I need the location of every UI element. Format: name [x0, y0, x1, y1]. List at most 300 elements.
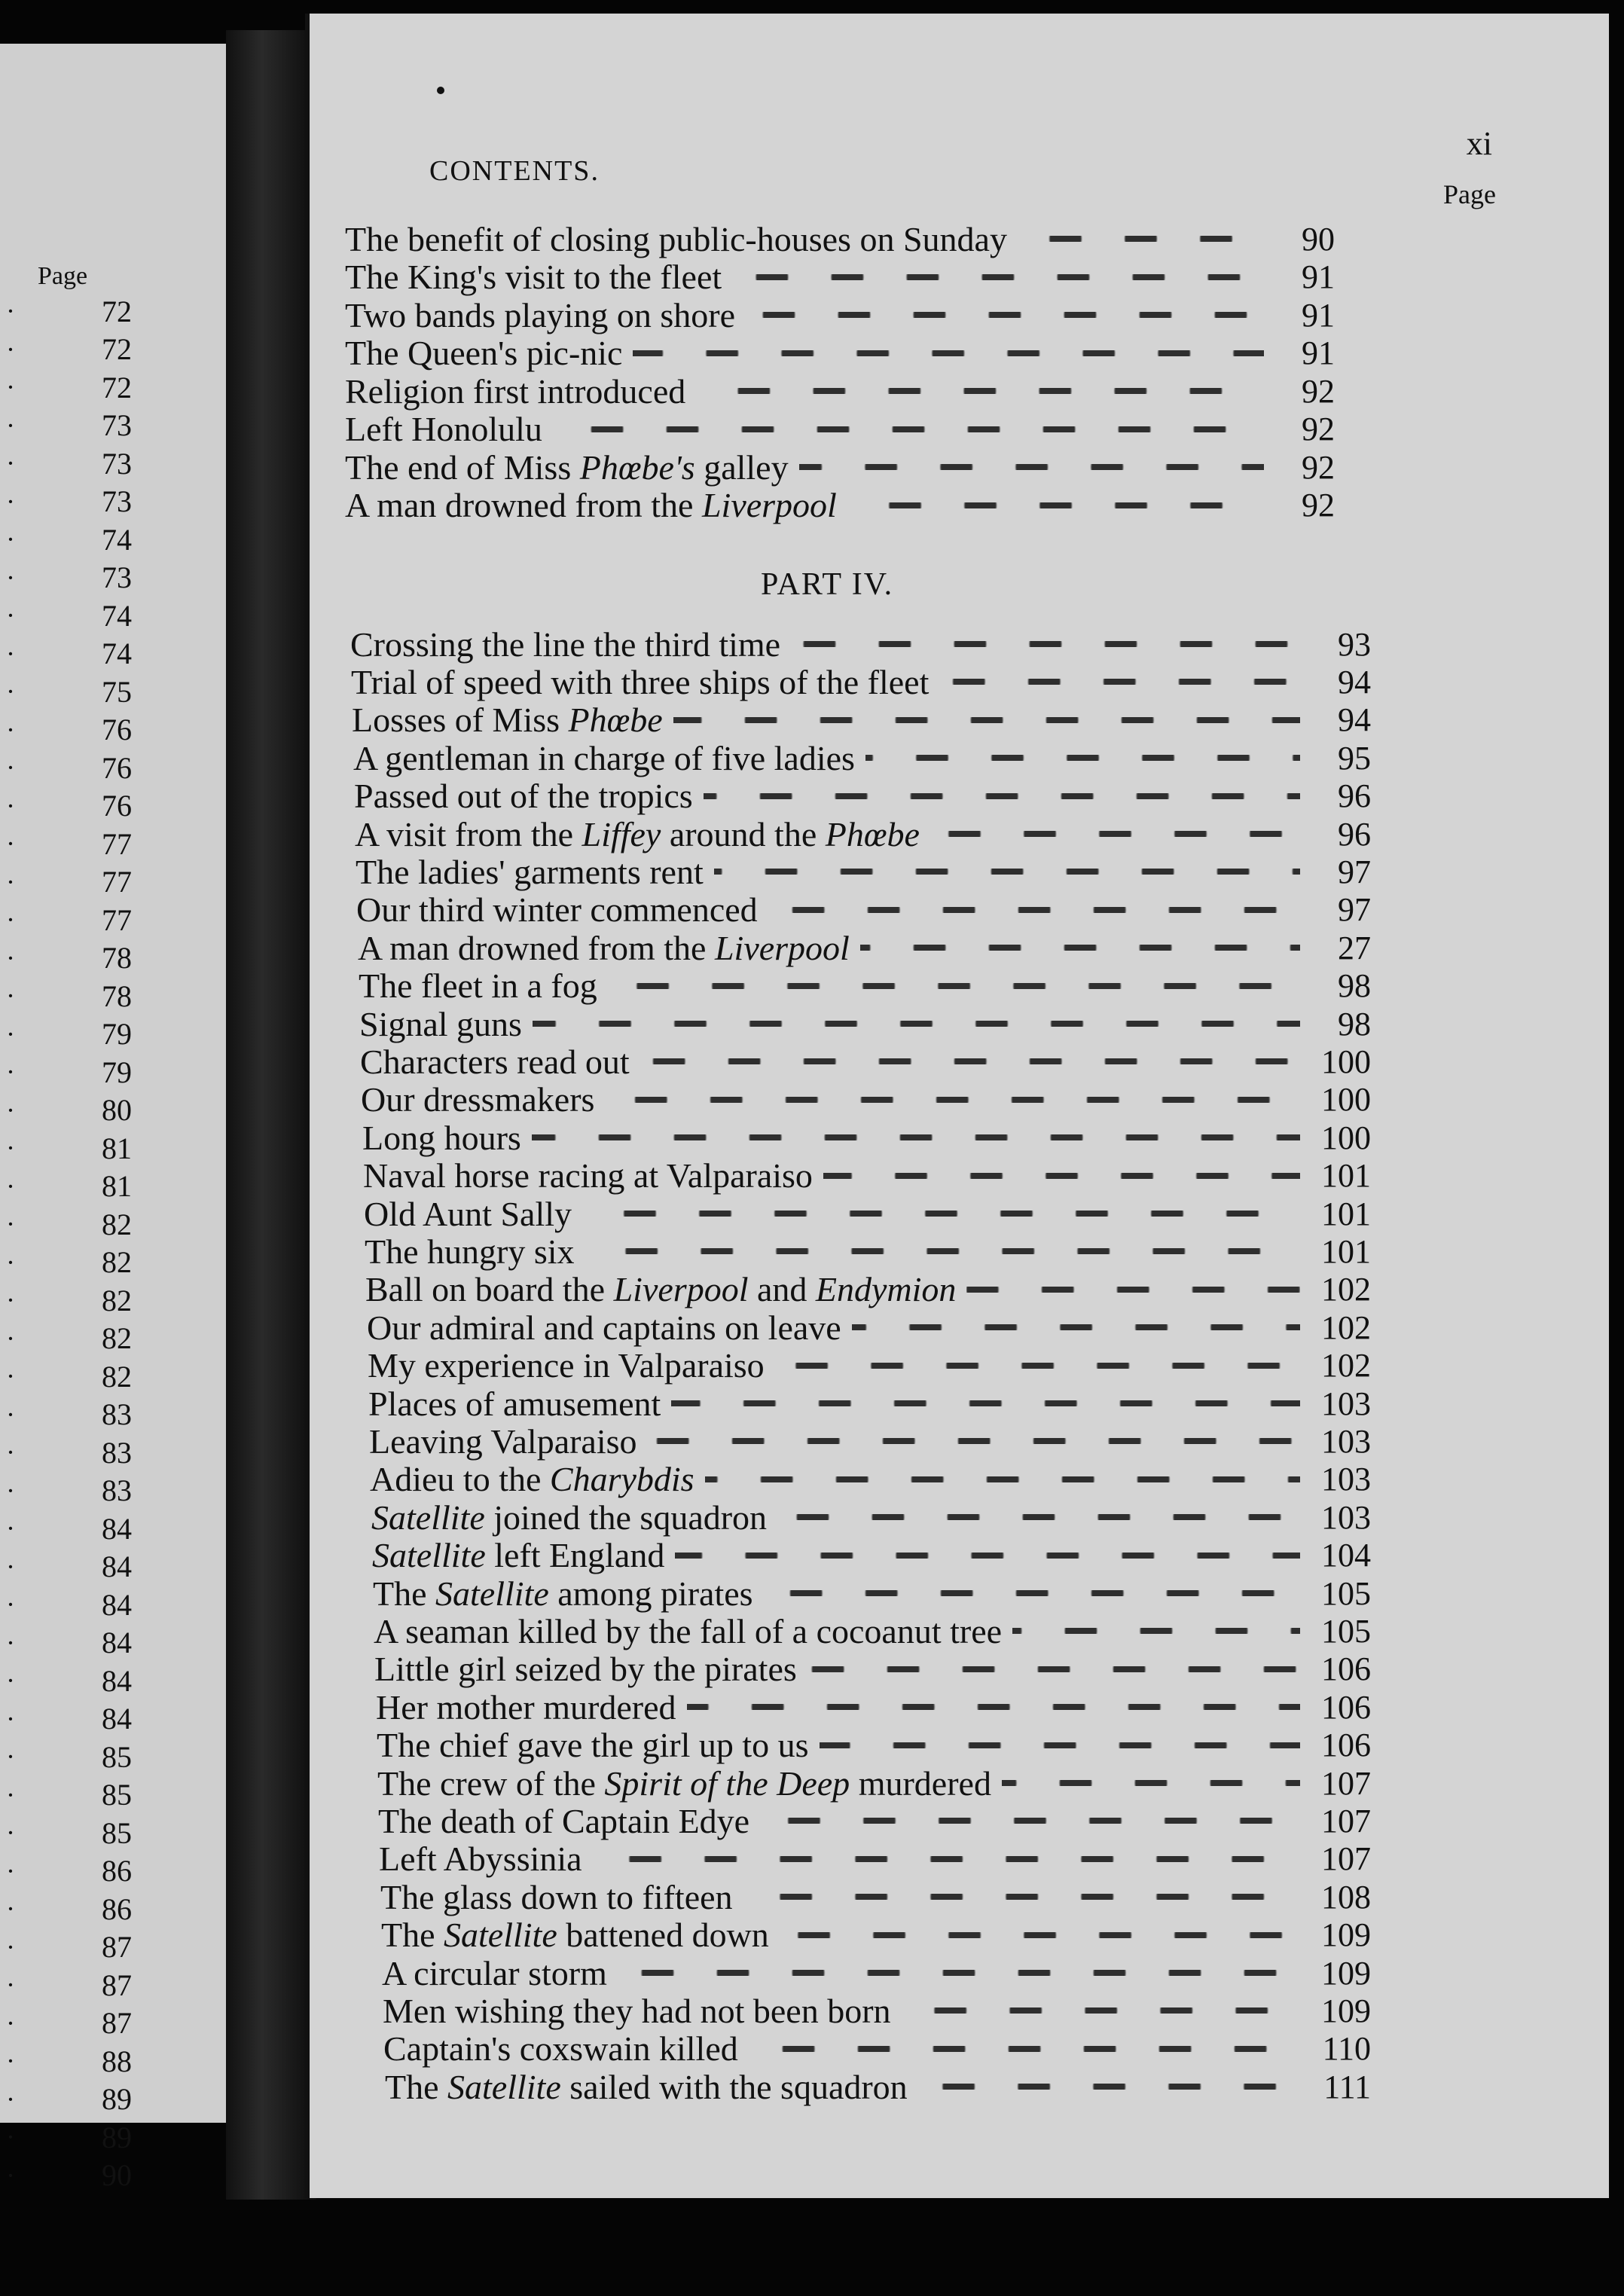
- left-page-number: 84: [102, 1663, 132, 1698]
- left-page-number: 84: [102, 1587, 132, 1622]
- contents-entry: [367, 1308, 1371, 1346]
- leader-dot: ·: [6, 372, 15, 402]
- dot-leader: [749, 2046, 1300, 2052]
- contents-entry: [354, 777, 1371, 815]
- left-page-number: 87: [102, 2006, 132, 2040]
- left-page-number: 86: [102, 1854, 132, 1888]
- entry-page-number: 106: [1321, 1650, 1371, 1688]
- entry-page-number: 103: [1321, 1461, 1371, 1498]
- entry-page-number: 98: [1338, 1005, 1371, 1043]
- entry-title: [371, 1498, 767, 1537]
- leader-dot: ·: [6, 1551, 15, 1582]
- leader-dot: ·: [6, 2007, 15, 2038]
- dot-leader: [852, 1324, 1300, 1330]
- dot-leader: [918, 2084, 1300, 2090]
- entry-title: [370, 1459, 694, 1499]
- contents-entry: [376, 1688, 1371, 1726]
- entry-page-number: 93: [1338, 625, 1371, 663]
- left-page-number: 76: [102, 789, 132, 823]
- contents-entry: [360, 1043, 1371, 1080]
- dot-leader: [704, 793, 1300, 799]
- leader-dot: ·: [6, 1818, 15, 1848]
- left-page-number: 79: [102, 1017, 132, 1051]
- entry-title-part: The: [373, 1574, 436, 1613]
- contents-entry: [361, 1081, 1371, 1119]
- entry-title: Old Aunt Sally: [364, 1194, 572, 1233]
- left-page-number: 81: [102, 1131, 132, 1165]
- entry-title-italic: Spirit of the Deep: [604, 1763, 850, 1803]
- entry-page-number: 92: [1302, 487, 1335, 524]
- entry-title: [385, 2067, 908, 2107]
- entry-page-number: 101: [1321, 1232, 1371, 1270]
- entry-title: The King's visit to the fleet: [345, 258, 722, 296]
- entry-page-number: 96: [1338, 777, 1371, 815]
- dot-leader: [696, 388, 1264, 394]
- entry-title-part: A man drowned from the: [345, 486, 702, 524]
- entry-title: Long hours: [362, 1118, 521, 1157]
- left-page-number: 90: [102, 2158, 132, 2192]
- entry-title: The chief gave the girl up to us: [377, 1726, 809, 1765]
- contents-entry: [358, 929, 1371, 966]
- dot-leader: [847, 502, 1264, 508]
- dot-leader: [675, 1553, 1300, 1559]
- dot-leader: [533, 1021, 1300, 1027]
- dot-leader: [820, 1742, 1300, 1748]
- dot-leader: [823, 1173, 1300, 1179]
- leader-dot: ·: [6, 676, 15, 707]
- left-page-number: 76: [102, 750, 132, 785]
- contents-entry: [350, 625, 1371, 663]
- entry-title: Signal guns: [359, 1004, 522, 1043]
- dot-leader: [791, 641, 1300, 647]
- entry-page-number: 27: [1338, 929, 1371, 966]
- entry-page-number: 105: [1321, 1574, 1371, 1612]
- left-page-number: 74: [102, 598, 132, 633]
- left-page-number: 82: [102, 1283, 132, 1317]
- entry-title-part: The crew of the: [377, 1763, 605, 1803]
- left-page-number: 81: [102, 1169, 132, 1203]
- leader-dot: ·: [6, 1589, 15, 1620]
- dot-leader: [585, 1248, 1300, 1254]
- leader-dot: ·: [6, 448, 15, 478]
- contents-entry: [377, 1764, 1371, 1802]
- contents-entry: [362, 1119, 1371, 1156]
- entry-title-italic: Charybdis: [549, 1460, 694, 1499]
- dot-leader: [1018, 236, 1264, 242]
- left-page-number: 89: [102, 2082, 132, 2116]
- entry-title-part: Adieu to the: [370, 1460, 550, 1499]
- contents-entry: [385, 2068, 1371, 2105]
- entry-title: [381, 1915, 769, 1955]
- entry-title: The death of Captain Edye: [378, 1801, 750, 1840]
- leader-dot: ·: [6, 1779, 15, 1810]
- leader-dot: ·: [6, 486, 15, 517]
- left-page-number: 75: [102, 674, 132, 709]
- left-page-number: 88: [102, 2044, 132, 2078]
- entry-title: Passed out of the tropics: [354, 777, 693, 816]
- entry-title: [352, 700, 663, 740]
- entry-title-italic: Phœbe's: [579, 447, 695, 487]
- left-page-number: 82: [102, 1359, 132, 1394]
- leader-dot: ·: [6, 714, 15, 745]
- entry-page-number: 108: [1321, 1878, 1371, 1916]
- dot-leader: [939, 679, 1300, 685]
- dot-leader: [777, 1514, 1300, 1520]
- dot-leader: [673, 717, 1300, 723]
- contents-entry: [345, 334, 1335, 372]
- entry-title: A gentleman in charge of five ladies: [353, 738, 855, 777]
- entry-page-number: 91: [1302, 258, 1335, 295]
- left-page-number: 85: [102, 1739, 132, 1774]
- entry-page-number: 106: [1321, 1727, 1371, 1764]
- entry-page-number: 100: [1321, 1119, 1371, 1156]
- entry-title-part: A visit from the: [355, 814, 582, 853]
- left-page-number: 84: [102, 1702, 132, 1736]
- contents-entry: [378, 1802, 1371, 1840]
- dot-leader: [775, 1363, 1300, 1369]
- dot-leader: [930, 831, 1300, 837]
- leader-dot: ·: [6, 981, 15, 1011]
- entry-title: [355, 814, 920, 854]
- entry-title: Our admiral and captains on leave: [367, 1308, 841, 1347]
- left-page-number: 72: [102, 332, 132, 366]
- entry-title: My experience in Valparaiso: [368, 1346, 765, 1385]
- entry-title: [372, 1535, 664, 1575]
- entry-title-italic: Liverpool: [613, 1270, 749, 1309]
- left-page-number: 82: [102, 1207, 132, 1241]
- entry-page-number: 91: [1302, 334, 1335, 371]
- left-page-number: 77: [102, 865, 132, 899]
- entry-title-part: Ball on board the: [365, 1270, 614, 1309]
- dot-leader: [671, 1400, 1300, 1406]
- contents-entry: [381, 1916, 1371, 1954]
- entry-page-number: 109: [1321, 1916, 1371, 1954]
- leader-dot: ·: [6, 1171, 15, 1201]
- contents-entry: [355, 815, 1371, 853]
- entry-page-number: 107: [1321, 1764, 1371, 1802]
- contents-entry: [383, 2030, 1371, 2068]
- entry-title: The glass down to fifteen: [380, 1877, 733, 1916]
- dot-leader: [648, 1438, 1300, 1444]
- leader-dot: ·: [6, 1894, 15, 1924]
- dot-leader: [780, 1932, 1300, 1938]
- contents-entry: [377, 1727, 1371, 1764]
- leader-dot: ·: [6, 296, 15, 326]
- contents-entry: [356, 853, 1371, 890]
- entry-title: [373, 1574, 753, 1614]
- section-heading: PART IV.: [761, 567, 894, 602]
- contents-entry: [369, 1422, 1371, 1460]
- contents-entry: [363, 1157, 1371, 1195]
- contents-entry: [345, 220, 1335, 258]
- entry-title-part: A man drowned from the: [358, 928, 715, 967]
- dot-leader: [618, 1970, 1300, 1976]
- dot-leader: [593, 1856, 1300, 1862]
- dot-leader: [1002, 1780, 1300, 1786]
- page-numeral: xi: [1466, 125, 1492, 162]
- dot-leader: [807, 1666, 1300, 1672]
- entry-title: [345, 447, 789, 487]
- dot-leader: [714, 869, 1300, 875]
- left-page-number: 83: [102, 1473, 132, 1507]
- leader-dot: ·: [6, 1247, 15, 1278]
- entry-page-number: 103: [1321, 1385, 1371, 1422]
- dot-leader: [633, 350, 1264, 356]
- left-page-number: 72: [102, 370, 132, 405]
- contents-entry: [382, 1954, 1371, 1992]
- leader-dot: ·: [6, 1970, 15, 2000]
- contents-entry: [345, 448, 1335, 486]
- contents-entry: [383, 1992, 1371, 2029]
- entry-page-number: 104: [1321, 1537, 1371, 1574]
- left-page-number: 84: [102, 1549, 132, 1583]
- dot-leader: [865, 755, 1300, 761]
- left-page-number: 74: [102, 637, 132, 670]
- entry-title-italic: Satellite: [447, 2067, 561, 2106]
- dot-leader: [605, 1097, 1300, 1103]
- entry-page-number: 100: [1321, 1081, 1371, 1119]
- left-page-number: 86: [102, 1891, 132, 1926]
- leader-dot: ·: [6, 1285, 15, 1315]
- left-page-number: 73: [102, 560, 132, 594]
- entry-title: The hungry six: [365, 1232, 575, 1271]
- entry-title: The fleet in a fog: [359, 966, 597, 1006]
- left-page-number: 73: [102, 446, 132, 481]
- contents-entry: [352, 701, 1371, 739]
- dot-leader: [582, 1211, 1300, 1217]
- left-page-number: 80: [102, 1093, 132, 1127]
- leader-dot: ·: [6, 1133, 15, 1163]
- entry-title: Men wishing they had not been born: [383, 1991, 891, 2030]
- leader-dot: ·: [6, 1703, 15, 1734]
- left-page-number: 78: [102, 941, 132, 975]
- dot-leader: [532, 1134, 1300, 1140]
- leader-dot: ·: [6, 524, 15, 554]
- entry-page-number: 102: [1321, 1347, 1371, 1385]
- leader-dot: ·: [6, 638, 15, 669]
- leader-dot: ·: [6, 410, 15, 441]
- leader-dot: ·: [6, 1018, 15, 1049]
- left-page-number: 74: [102, 522, 132, 557]
- contents-entry: [368, 1385, 1371, 1422]
- leader-dot: ·: [6, 1475, 15, 1506]
- entry-page-number: 92: [1302, 448, 1335, 486]
- entry-title: Our third winter commenced: [356, 890, 758, 930]
- entry-title: Trial of speed with three ships of the fleet: [351, 662, 930, 701]
- contents-entry: [345, 258, 1335, 296]
- contents-entry: [372, 1537, 1371, 1574]
- entry-title: Places of amusement: [368, 1384, 661, 1423]
- leader-dot: ·: [6, 790, 15, 821]
- leader-dot: ·: [6, 829, 15, 859]
- entry-title-italic: Satellite: [372, 1536, 486, 1575]
- contents-entry: [353, 739, 1371, 777]
- entry-page-number: 96: [1338, 815, 1371, 853]
- entry-title-part: The end of Miss: [345, 447, 580, 487]
- dot-leader: [705, 1476, 1300, 1482]
- dot-leader: [640, 1058, 1300, 1064]
- entry-title-italic: Endymion: [815, 1270, 957, 1309]
- entry-page-number: 105: [1321, 1612, 1371, 1650]
- contents-entry: [368, 1347, 1371, 1385]
- entry-page-number: 90: [1302, 220, 1335, 258]
- entry-title-italic: Satellite: [444, 1916, 557, 1955]
- leader-dot: ·: [6, 753, 15, 783]
- dot-leader: [760, 1818, 1300, 1824]
- entry-title: Little girl seized by the pirates: [374, 1650, 797, 1689]
- dot-leader: [608, 983, 1300, 989]
- entry-title-part: and: [748, 1270, 816, 1309]
- page-column-label: Page: [1443, 179, 1496, 209]
- contents-entry: [374, 1612, 1371, 1650]
- entry-title-italic: Liverpool: [701, 486, 837, 524]
- leader-dot: ·: [6, 1855, 15, 1886]
- entry-title: Leaving Valparaiso: [369, 1421, 637, 1461]
- entry-page-number: 92: [1302, 372, 1335, 410]
- entry-page-number: 101: [1321, 1195, 1371, 1232]
- leader-dot: ·: [6, 1209, 15, 1239]
- entry-title-part: joined the squadron: [484, 1498, 768, 1537]
- left-page-number: 77: [102, 902, 132, 937]
- entry-page-number: 102: [1321, 1308, 1371, 1346]
- entry-page-number: 107: [1321, 1802, 1371, 1840]
- entry-title: [345, 485, 837, 525]
- contents-entry: [364, 1195, 1371, 1232]
- leader-dot: ·: [6, 1931, 15, 1962]
- contents-entry: [370, 1461, 1371, 1498]
- left-page-number: 77: [102, 826, 132, 861]
- entry-page-number: 91: [1302, 296, 1335, 334]
- leader-dot: ·: [6, 1399, 15, 1430]
- left-page-number: 87: [102, 1968, 132, 2002]
- entry-title: [377, 1763, 991, 1803]
- contents-entry: [379, 1840, 1371, 1878]
- entry-page-number: 107: [1321, 1840, 1371, 1878]
- leader-dot: ·: [6, 866, 15, 897]
- contents-entry: [356, 891, 1371, 929]
- left-page-number: 83: [102, 1397, 132, 1431]
- entry-page-number: 106: [1321, 1688, 1371, 1726]
- entry-page-number: 103: [1321, 1498, 1371, 1536]
- contents-entry: [345, 487, 1335, 524]
- entry-page-number: 103: [1321, 1422, 1371, 1460]
- entry-title: [365, 1269, 956, 1309]
- entry-page-number: 98: [1338, 967, 1371, 1005]
- dot-leader: [732, 274, 1264, 280]
- left-page-number: 85: [102, 1815, 132, 1850]
- dot-leader: [764, 1590, 1300, 1596]
- contents-entry: [371, 1498, 1371, 1536]
- leader-dot: ·: [6, 600, 15, 630]
- entry-title-part: left England: [485, 1536, 665, 1575]
- contents-entry: [365, 1271, 1371, 1308]
- leader-dot: ·: [6, 1627, 15, 1658]
- entry-title: Captain's coxswain killed: [383, 2029, 738, 2069]
- leader-dot: ·: [6, 1666, 15, 1696]
- left-page-column-label: Page: [38, 262, 88, 290]
- left-page-number: 72: [102, 294, 132, 328]
- contents-entry: [345, 411, 1335, 448]
- leader-dot: ·: [6, 1361, 15, 1391]
- entry-page-number: 97: [1338, 853, 1371, 890]
- entry-title-part: The: [381, 1916, 444, 1955]
- left-page-number: 79: [102, 1055, 132, 1089]
- entry-title: Left Abyssinia: [379, 1840, 582, 1879]
- entry-title: [358, 928, 850, 968]
- contents-entry: [351, 663, 1371, 701]
- leader-dot: ·: [6, 2084, 15, 2114]
- leader-dot: ·: [6, 334, 15, 365]
- entry-page-number: 94: [1338, 663, 1371, 701]
- contents-entry: [359, 967, 1371, 1005]
- entry-title-part: around the: [661, 814, 826, 853]
- left-page-number: 84: [102, 1511, 132, 1546]
- dot-leader: [799, 464, 1264, 470]
- entry-title: Left Honolulu: [345, 410, 542, 448]
- left-page-number: 73: [102, 484, 132, 518]
- entry-title-italic: Liffey: [582, 814, 661, 853]
- entry-page-number: 109: [1321, 1992, 1371, 2029]
- left-page-number: 82: [102, 1245, 132, 1279]
- entry-title-part: murdered: [850, 1763, 991, 1803]
- entry-page-number: 95: [1338, 739, 1371, 777]
- entry-title: Characters read out: [360, 1042, 630, 1081]
- left-page-number: 84: [102, 1626, 132, 1659]
- left-page-number: 87: [102, 1930, 132, 1964]
- dot-leader: [743, 1894, 1300, 1900]
- dot-leader: [966, 1287, 1300, 1293]
- entry-title: Her mother murdered: [376, 1687, 676, 1727]
- entry-title-part: battened down: [557, 1916, 769, 1955]
- entry-page-number: 100: [1321, 1043, 1371, 1080]
- entry-title-part: The: [385, 2067, 448, 2106]
- entry-page-number: 102: [1321, 1271, 1371, 1308]
- dot-leader: [768, 907, 1300, 913]
- entry-title: A seaman killed by the fall of a cocoanut tree: [374, 1611, 1003, 1650]
- entry-page-number: 110: [1322, 2030, 1371, 2068]
- entry-title-part: Losses of Miss: [352, 701, 569, 740]
- leader-dot: ·: [6, 1057, 15, 1087]
- contents-entry: [345, 372, 1335, 410]
- running-title: CONTENTS.: [429, 155, 600, 187]
- entry-page-number: 92: [1302, 411, 1335, 447]
- dot-leader: [1012, 1628, 1300, 1634]
- entry-title-part: sailed with the squadron: [560, 2067, 908, 2106]
- left-page-number: 76: [102, 713, 132, 747]
- contents-entry: [345, 296, 1335, 334]
- dot-leader: [687, 1704, 1300, 1710]
- entry-title: The Queen's pic-nic: [345, 334, 623, 372]
- entry-title: The ladies' garments rent: [356, 852, 704, 891]
- entry-title-part: among pirates: [548, 1574, 753, 1613]
- entry-title-part: galley: [694, 447, 789, 487]
- entry-title: Our dressmakers: [361, 1080, 595, 1119]
- leader-dot: ·: [6, 1742, 15, 1772]
- left-page-number: 83: [102, 1435, 132, 1470]
- leader-dot: ·: [6, 905, 15, 935]
- entry-page-number: 111: [1323, 2068, 1371, 2105]
- contents-entry: [374, 1650, 1371, 1688]
- entry-title-italic: Phœbe: [825, 814, 920, 853]
- leader-dot: ·: [6, 2160, 15, 2191]
- leader-dot: ·: [6, 1513, 15, 1543]
- entry-page-number: 94: [1338, 701, 1371, 739]
- dot-leader: [746, 312, 1264, 318]
- entry-title: A circular storm: [382, 1953, 607, 1992]
- entry-title: Two bands playing on shore: [345, 295, 736, 334]
- left-page-number: 82: [102, 1321, 132, 1355]
- leader-dot: ·: [6, 1437, 15, 1467]
